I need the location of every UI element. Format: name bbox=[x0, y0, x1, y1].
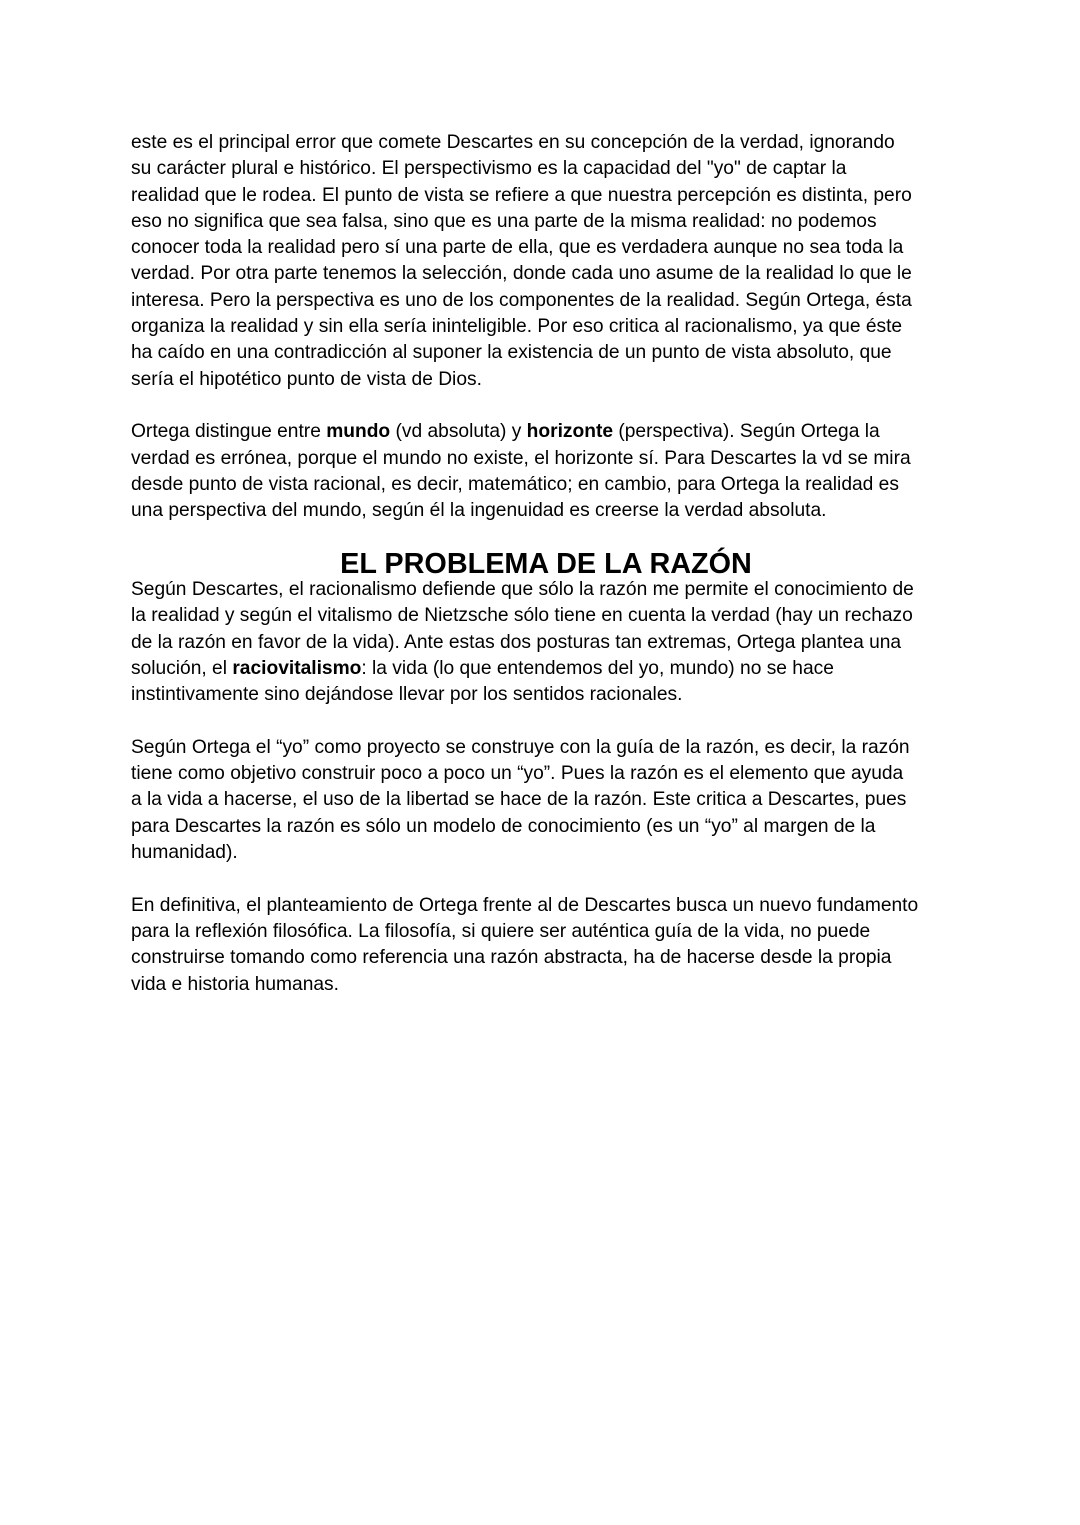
text-line: para Descartes la razón es sólo un modelo de conocimiento (es un “yo” al margen de la bbox=[131, 815, 876, 837]
text-line: vida e historia humanas. bbox=[131, 973, 339, 995]
document-page bbox=[131, 130, 961, 998]
section-heading: EL PROBLEMA DE LA RAZÓN bbox=[340, 547, 752, 580]
text-line bbox=[131, 656, 961, 682]
text-line: tiene como objetivo construir poco a poco un “yo”. Pues la razón es el elemento que ayuda bbox=[131, 763, 904, 785]
paragraph-conclusion bbox=[131, 893, 961, 998]
text-line: su carácter plural e histórico. El perspectivismo es la capacidad del "yo" de captar la bbox=[131, 158, 847, 180]
text-line: organiza la realidad y sin ella sería ininteligible. Por eso critica al racionalismo, ya que éste bbox=[131, 316, 903, 338]
text-run: : la vida (lo que entendemos del yo, mundo) no se hace bbox=[361, 657, 834, 679]
bold-term-raciovitalismo: raciovitalismo bbox=[232, 657, 362, 679]
text-run: solución, el bbox=[131, 657, 233, 679]
bold-term-horizonte: horizonte bbox=[526, 421, 614, 443]
paragraph-yo-proyecto bbox=[131, 735, 961, 866]
text-line: En definitiva, el planteamiento de Ortega frente al de Descartes busca un nuevo fundamento bbox=[131, 894, 919, 916]
text-line: una perspectiva del mundo, según él la ingenuidad es creerse la verdad absoluta. bbox=[131, 500, 827, 522]
text-line: a la vida a hacerse, el uso de la libertad se hace de la razón. Este critica a Descartes, pues bbox=[131, 789, 907, 811]
text-line: humanidad). bbox=[131, 842, 238, 864]
text-run: (vd absoluta) y bbox=[390, 421, 527, 443]
text-line: este es el principal error que comete Descartes en su concepción de la verdad, ignorando bbox=[131, 132, 895, 153]
text-line: conocer toda la realidad pero sí una parte de ella, que es verdadera aunque no sea toda la bbox=[131, 237, 904, 259]
text-line: la realidad y según el vitalismo de Nietzsche sólo tiene en cuenta la verdad (hay un rechazo bbox=[131, 605, 913, 627]
text-line: para la reflexión filosófica. La filosofía, si quiere ser auténtica guía de la vida, no puede bbox=[131, 920, 871, 942]
paragraph-raciovitalismo bbox=[131, 577, 961, 708]
text-line: de la razón en favor de la vida). Ante estas dos posturas tan extremas, Ortega plantea una bbox=[131, 631, 902, 653]
text-line: eso no significa que sea falsa, sino que es una parte de la misma realidad: no podemos bbox=[131, 210, 877, 232]
text-line: desde punto de vista racional, es decir, matemático; en cambio, para Ortega la realidad es bbox=[131, 473, 899, 495]
text-line: Según Ortega el “yo” como proyecto se construye con la guía de la razón, es decir, la razón bbox=[131, 736, 910, 758]
text-line: verdad es errónea, porque el mundo no existe, el horizonte sí. Para Descartes la vd se mira bbox=[131, 447, 911, 469]
paragraph-perspectivismo bbox=[131, 130, 961, 393]
text-line bbox=[131, 419, 961, 445]
text-line: construirse tomando como referencia una razón abstracta, ha de hacerse desde la propia bbox=[131, 947, 892, 969]
text-line: interesa. Pero la perspectiva es uno de los componentes de la realidad. Según Ortega, ésta bbox=[131, 289, 912, 311]
bold-term-mundo: mundo bbox=[326, 421, 391, 443]
text-line: realidad que le rodea. El punto de vista se refiere a que nuestra percepción es distinta, pero bbox=[131, 184, 912, 206]
text-line: instintivamente sino dejándose llevar por los sentidos racionales. bbox=[131, 684, 683, 706]
text-line: Según Descartes, el racionalismo defiende que sólo la razón me permite el conocimiento de bbox=[131, 579, 914, 601]
text-run: (perspectiva). Según Ortega la bbox=[613, 421, 880, 443]
paragraph-mundo-horizonte bbox=[131, 419, 961, 524]
text-line: ha caído en una contradicción al suponer la existencia de un punto de vista absoluto, que bbox=[131, 342, 892, 364]
text-run: Ortega distingue entre bbox=[131, 421, 327, 443]
text-line: verdad. Por otra parte tenemos la selección, donde cada uno asume de la realidad lo que le bbox=[131, 263, 912, 285]
text-line: sería el hipotético punto de vista de Dios. bbox=[131, 368, 482, 390]
